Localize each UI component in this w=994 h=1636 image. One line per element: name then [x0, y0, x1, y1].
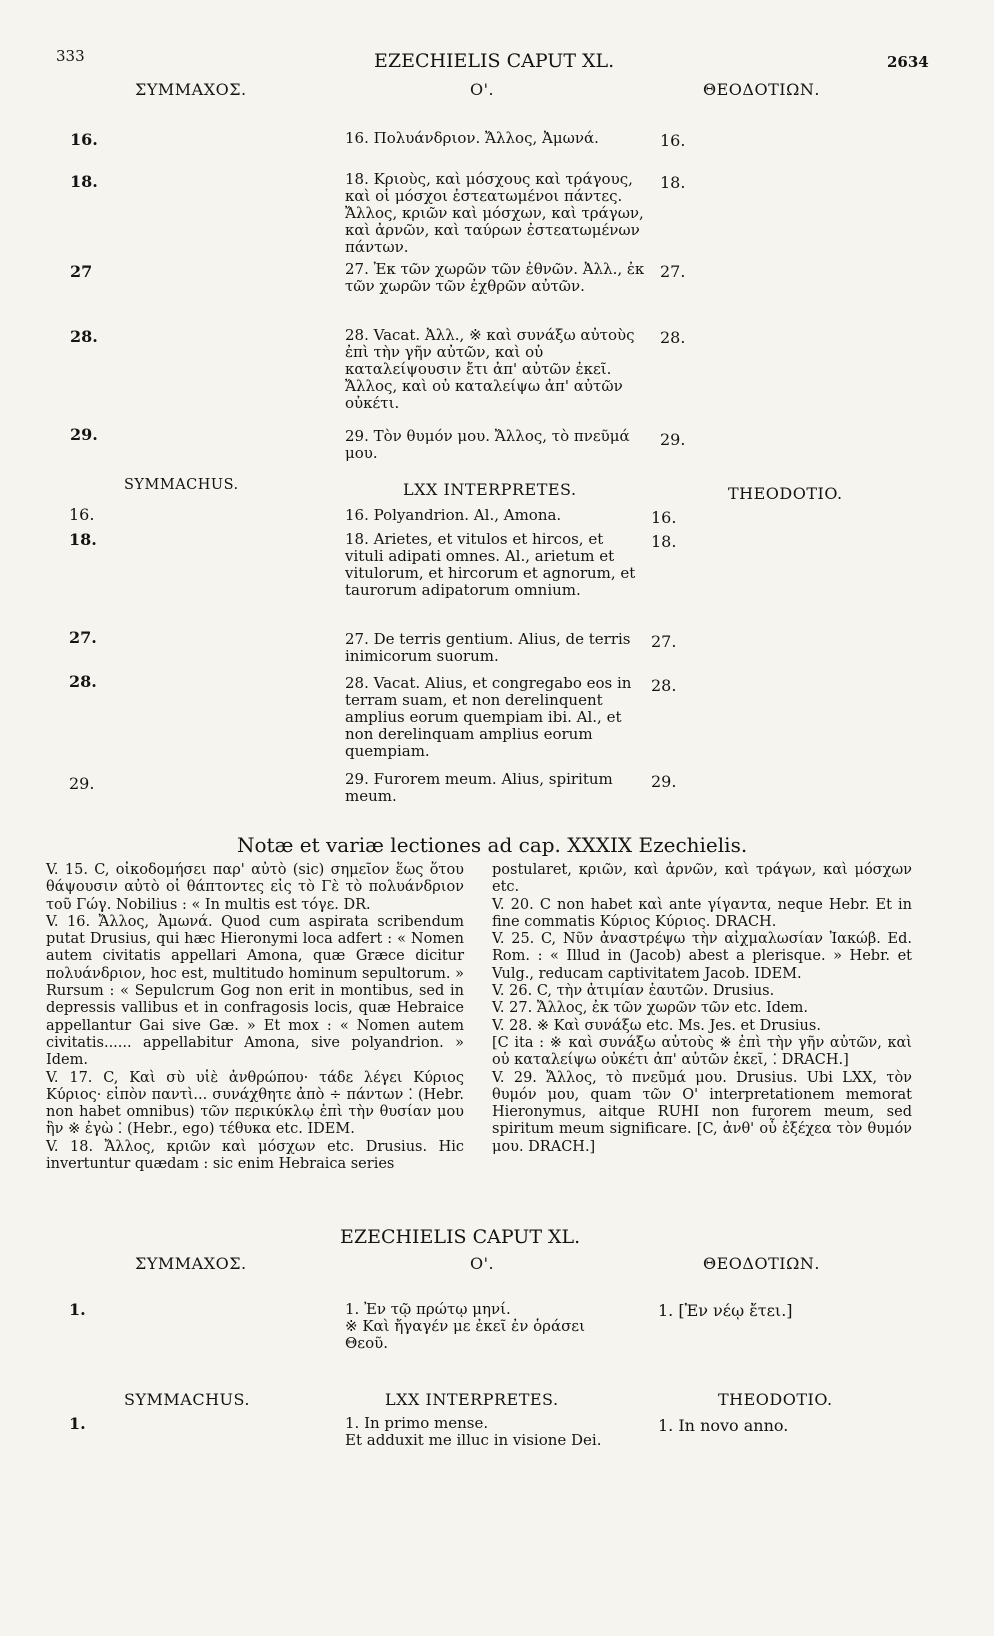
right-verse-num: 16. [660, 131, 686, 150]
theodotion-latin-verse-1: 1. In novo anno. [658, 1416, 789, 1435]
lxx-greek-verse-1: 1. Ἐν τῷ πρώτῳ μηνί. ※ Καὶ ἤγαγέν με ἐκεῖ ἐν ὁράσει Θεοῦ. [345, 1300, 585, 1352]
left-verse-num: 18. [70, 172, 98, 191]
lxx-greek-verse-18: 18. Κριοὺς, καὶ μόσχους καὶ τράγους, καὶ οἱ μόσχοι ἐστεατωμένοι πάντες. Ἄλλος, κριῶν καὶ μόσχων, καὶ τράγων, καὶ ἀρνῶν, καὶ ταύρων ἐστεατωμένων πάντων. [345, 170, 644, 256]
lxx-greek-verse-16: 16. Πολυάνδριον. Ἄλλος, Ἀμωνά. [345, 129, 599, 147]
left-verse-num: 16. [70, 130, 98, 149]
page-number-left: 333 [56, 47, 85, 65]
col-head-theodotion-greek: ΘΕΟΔΟΤΙΩΝ. [703, 80, 820, 99]
lxx-latin-verse-1: 1. In primo mense. Et adduxit me illuc in visione Dei. [345, 1414, 602, 1449]
lxx-latin-verse-27: 27. De terris gentium. Alius, de terris inimicorum suorum. [345, 630, 631, 665]
col-head-lxx-latin: LXX INTERPRETES. [385, 1390, 559, 1409]
right-verse-num: 28. [651, 676, 677, 695]
col-head-theodotion-latin: THEODOTIO. [728, 484, 843, 503]
col-head-symmachus-latin: SYMMACHUS. [124, 1390, 250, 1409]
col-head-lxx-greek: Ο'. [470, 1254, 495, 1273]
left-verse-num: 28. [70, 327, 98, 346]
right-verse-num: 29. [660, 430, 686, 449]
col-head-symmachus-greek: ΣΥΜΜΑΧΟΣ. [135, 1254, 247, 1273]
left-verse-num: 27. [69, 628, 97, 647]
lxx-latin-verse-16: 16. Polyandrion. Al., Amona. [345, 506, 562, 524]
col-head-theodotion-latin: THEODOTIO. [718, 1390, 833, 1409]
lxx-latin-verse-29: 29. Furorem meum. Alius, spiritum meum. [345, 770, 613, 805]
left-verse-num: 18. [69, 530, 97, 549]
left-verse-num: 28. [69, 672, 97, 691]
lxx-greek-verse-27: 27. Ἐκ τῶν χωρῶν τῶν ἐθνῶν. Ἀλλ., ἐκ τῶν χωρῶν τῶν ἐχθρῶν αὐτῶν. [345, 260, 645, 295]
col-head-lxx-latin: LXX INTERPRETES. [403, 480, 577, 499]
left-verse-num: 1. [69, 1414, 86, 1433]
chapter-title: EZECHIELIS CAPUT XL. [340, 1226, 581, 1248]
left-verse-num: 16. [69, 505, 95, 524]
left-verse-num: 27 [70, 262, 93, 281]
left-verse-num: 1. [69, 1300, 86, 1319]
left-verse-num: 29. [69, 774, 95, 793]
lxx-latin-verse-28: 28. Vacat. Alius, et congregabo eos in terram suam, et non derelinquent amplius eorum quempiam ibi. Al., et non derelinquam amplius eorum quempiam. [345, 674, 632, 760]
right-verse-num: 18. [660, 173, 686, 192]
right-verse-num: 18. [651, 532, 677, 551]
right-verse-num: 27. [660, 262, 686, 281]
right-verse-num: 16. [651, 508, 677, 527]
notes-left-column: V. 15. C, οἰκοδομήσει παρ' αὐτὸ (sic) σημεῖον ἕως ὅτου θάψουσιν αὐτὸ οἱ θάπτοντες εἰς τὸ Γὲ τὸ πολυάνδριον τοῦ Γώγ. Nobilius : « In multis est τόγε. DR. V. 16. Ἄλλος, Ἀμωνά. Quod cum aspirata scribendum putat Drusius, qui hæc Hieronymi loca adfert : « Nomen autem civitatis appellari Amona, quæ Græce dicitur πολυάνδριον, hoc est, multitudo hominum sepultorum. » Rursum : « Sepulcrum Gog non erit in montibus, sed in depressis vallibus et in confragosis locis, quæ Hebraice appellantur Gai sive Gæ. » Et mox : « Nomen autem civitatis...... appellabitur Amona, sive polyandrion. » Idem. V. 17. C, Καὶ σὺ υἱὲ ἀνθρώπου· τάδε λέγει Κύριος Κύριος· εἰπὸν παντὶ... συνάχθητε ἀπὸ ÷ πάντων ⁚ (Hebr. non habet omnibus) τῶν περικύκλῳ ἐπὶ τὴν θυσίαν μου ἣν ※ ἐγὼ ⁚ (Hebr., ego) τέθυκα etc. IDEM. V. 18. Ἄλλος, κριῶν καὶ μόσχων etc. Drusius. Hic invertuntur quædam : sic enim Hebraica series [46, 862, 464, 1173]
lxx-greek-verse-29: 29. Τὸν θυμόν μου. Ἄλλος, τὸ πνεῦμά μου. [345, 427, 630, 462]
col-head-lxx-greek: Ο'. [470, 80, 495, 99]
col-head-symmachus-latin: SYMMACHUS. [124, 477, 239, 493]
notes-right-column: postularet, κριῶν, καὶ ἀρνῶν, καὶ τράγων, καὶ μόσχων etc. V. 20. C non habet καὶ ante γίγαντα, neque Hebr. Et in fine commatis Κύριος Κύριος. DRACH. V. 25. C, Νῦν ἀναστρέψω τὴν αἰχμαλωσίαν Ἰακώβ. Ed. Rom. : « Illud in (Jacob) abest a plerisque. » Hebr. et Vulg., reducam captivitatem Jacob. IDEM. V. 26. C, τὴν ἀτιμίαν ἑαυτῶν. Drusius. V. 27. Ἄλλος, ἐκ τῶν χωρῶν τῶν etc. Idem. V. 28. ※ Καὶ συνάξω etc. Ms. Jes. et Drusius. [C ita : ※ καὶ συνάξω αὐτοὺς ※ ἐπὶ τὴν γῆν αὐτῶν, καὶ οὐ καταλείψω οὐκέτι ἀπ' αὐτῶν ἐκεῖ, ⁚ DRACH.] V. 29. Ἄλλος, τὸ πνεῦμά μου. Drusius. Ubi LXX, τὸν θυμόν μου, quam τῶν Ο' interpretationem memorat Hieronymus, aitque RUHI non furorem meum, sed spiritum meum significare. [C, ἀνθ' οὗ ἐξέχεα τὸν θυμόν μου. DRACH.] [492, 862, 912, 1155]
right-verse-num: 28. [660, 328, 686, 347]
theodotion-greek-verse-1: 1. [Ἐν νέῳ ἔτει.] [658, 1301, 793, 1320]
running-title: EZECHIELIS CAPUT XL. [374, 50, 615, 72]
col-head-symmachus-greek: ΣΥΜΜΑΧΟΣ. [135, 80, 247, 99]
left-verse-num: 29. [70, 425, 98, 444]
right-verse-num: 27. [651, 632, 677, 651]
notes-title: Notæ et variæ lectiones ad cap. XXXIX Ezechielis. [237, 833, 748, 857]
lxx-latin-verse-18: 18. Arietes, et vitulos et hircos, et vituli adipati omnes. Al., arietum et vitulorum, et hircorum et agnorum, et taurorum adipatorum omnium. [345, 530, 636, 599]
right-verse-num: 29. [651, 772, 677, 791]
lxx-greek-verse-28: 28. Vacat. Ἀλλ., ※ καὶ συνάξω αὐτοὺς ἐπὶ τὴν γῆν αὐτῶν, καὶ οὐ καταλείψουσιν ἔτι ἀπ' αὐτῶν ἐκεῖ. Ἄλλος, καὶ οὐ καταλείψω ἀπ' αὐτῶν οὐκέτι. [345, 326, 635, 412]
col-head-theodotion-greek: ΘΕΟΔΟΤΙΩΝ. [703, 1254, 820, 1273]
page-number-right: 2634 [887, 53, 929, 71]
